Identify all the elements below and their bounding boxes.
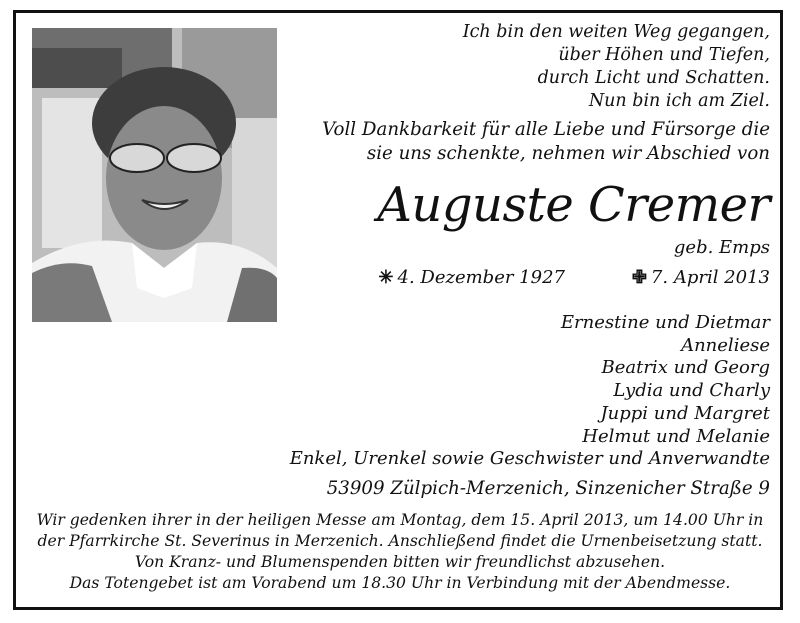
thanks-line: sie uns schenkte, nehmen wir Abschied von xyxy=(366,143,770,164)
maiden-name: geb. Emps xyxy=(673,237,770,258)
mourner: Lydia und Charly xyxy=(613,380,770,402)
thanks-text xyxy=(322,118,770,166)
portrait-photo xyxy=(32,28,277,322)
cross-icon: ✙ xyxy=(631,267,647,288)
poem-line: Ich bin den weiten Weg gegangen, xyxy=(462,22,770,42)
mourner: Enkel, Urenkel sowie Geschwister und Anverwandte xyxy=(289,448,770,470)
notice-line: Das Totengebet ist am Vorabend um 18.30 Uhr in Verbindung mit der Abendmesse. xyxy=(69,574,731,592)
deceased-name: Auguste Cremer xyxy=(377,177,770,233)
death-date: 7. April 2013 xyxy=(650,267,770,288)
birth-date: 4. Dezember 1927 xyxy=(397,267,565,288)
thanks-line: Voll Dankbarkeit für alle Liebe und Fürsorge die xyxy=(322,119,770,140)
birth-date-group xyxy=(378,266,565,290)
address: 53909 Zülpich-Merzenich, Sinzenicher Straße 9 xyxy=(326,478,770,499)
poem-line: über Höhen und Tiefen, xyxy=(558,45,770,65)
poem xyxy=(463,21,770,113)
mourners-list xyxy=(290,312,770,471)
mourner: Ernestine und Dietmar xyxy=(560,312,770,333)
notice-line: Wir gedenken ihrer in der heiligen Messe am Montag, dem 15. April 2013, um 14.00 Uhr in xyxy=(36,511,764,529)
portrait-image xyxy=(32,28,277,322)
birth-star-icon: ✳ xyxy=(378,267,394,288)
notice-line: der Pfarrkirche St. Severinus in Merzenich. Anschließend findet die Urnenbeisetzung statt. xyxy=(37,532,763,550)
mourner: Anneliese xyxy=(681,334,770,356)
poem-line: Nun bin ich am Ziel. xyxy=(588,91,770,111)
service-notice xyxy=(30,510,770,594)
mourner: Juppi und Margret xyxy=(600,402,770,424)
poem-line: durch Licht und Schatten. xyxy=(537,68,770,88)
life-dates xyxy=(370,266,770,290)
death-date-group xyxy=(632,266,770,290)
mourner: Helmut und Melanie xyxy=(582,425,770,447)
notice-line: Von Kranz- und Blumenspenden bitten wir freundlichst abzusehen. xyxy=(134,553,666,571)
mourner: Beatrix und Georg xyxy=(601,357,770,379)
